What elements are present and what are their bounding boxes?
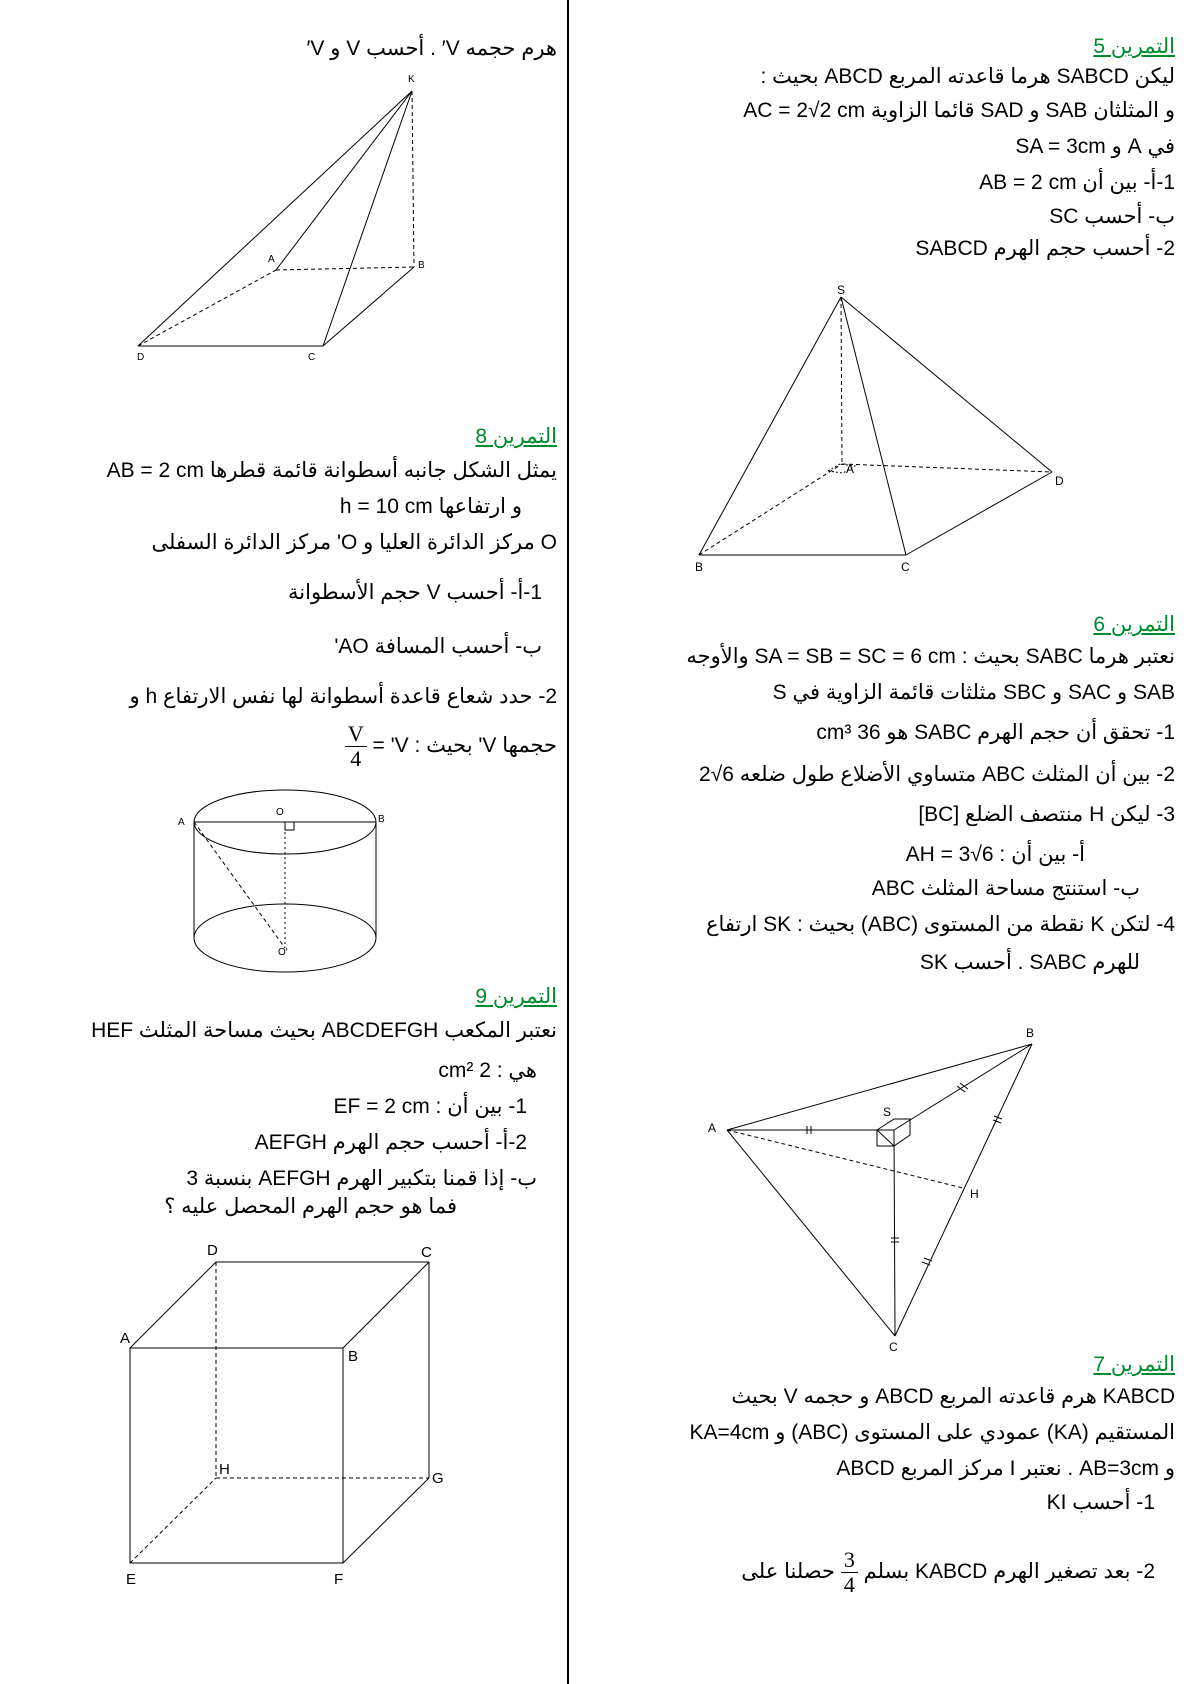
ex5-label-b: B [695, 560, 704, 574]
ex7-line2: المستقيم (KA) عمودي على المستوى (ABC) و KA=4cm [689, 1421, 1175, 1444]
ex5-title: التمرين 5 [1093, 35, 1175, 58]
ex6-triangle-figure [727, 1044, 1032, 1336]
ex9-label-e: E [126, 1571, 137, 1588]
ex6-line6: أ- بين أن : AH = 3√6 [905, 843, 1085, 866]
ex9-label-g: G [432, 1470, 444, 1487]
ex6-title: التمرين 6 [1093, 613, 1175, 636]
top-left-line1: هرم حجمه V′ . أحسب V و V′ [306, 37, 557, 60]
ex9-line2: هي : 2 cm² [438, 1059, 537, 1082]
ex9-line6: فما هو حجم الهرم المحصل عليه ؟ [164, 1195, 457, 1218]
ex6-line2: SAB و SAC و SBC مثلثات قائمة الزاوية في S [772, 681, 1175, 704]
ex8-line3: O مركز الدائرة العليا و O' مركز الدائرة السفلى [151, 531, 557, 554]
ex7-frac-den: 4 [843, 1572, 855, 1597]
ex5-line6: 2- أحسب حجم الهرم SABCD [915, 237, 1175, 260]
ex8-line5: ب- أحسب المسافة AO' [334, 635, 542, 658]
ex6-line4: 2- بين أن المثلث ABC متساوي الأضلاع طول ضلعه 6√2 [699, 763, 1175, 786]
tl-label-k: K [408, 74, 415, 85]
ex5-label-c: C [901, 560, 910, 574]
tl-label-d: D [137, 352, 145, 363]
ex8-label-b: B [378, 814, 385, 825]
ex8-line1: يمثل الشكل جانبه أسطوانة قائمة قطرها AB = 2 cm [106, 459, 557, 482]
ex9-line1: نعتبر المكعب ABCDEFGH بحيث مساحة المثلث HEF [91, 1019, 557, 1042]
ex9-label-c: C [421, 1244, 432, 1261]
ex8-frac-den: 4 [350, 746, 362, 771]
ex7-frac-num: 3 [841, 1548, 858, 1573]
ex6-line5: 3- ليكن H منتصف الضلع [BC] [918, 803, 1175, 826]
top-left-pyramid-figure [138, 91, 414, 346]
ex8-label-a: A [178, 817, 185, 828]
ex7-line1: KABCD هرم قاعدته المربع ABCD و حجمه V بحيث [731, 1385, 1175, 1408]
ex5-label-d: D [1055, 474, 1064, 488]
ex9-cube-figure [130, 1262, 429, 1563]
ex8-line2: و ارتفاعها h = 10 cm [339, 495, 522, 518]
ex6-line3: 1- تحقق أن حجم الهرم SABC هو 36 cm³ [816, 721, 1175, 744]
ex6-line9: للهرم SABC . أحسب SK [919, 951, 1140, 974]
ex9-title: التمرين 9 [475, 985, 557, 1008]
ex8-label-o-prime: O' [278, 947, 288, 958]
ex9-line4: 2-أ- أحسب حجم الهرم AEFGH [254, 1131, 527, 1154]
ex5-pyramid-figure [699, 297, 1052, 555]
tl-label-b: B [418, 260, 425, 271]
ex8-line4: 1-أ- أحسب V حجم الأسطوانة [288, 581, 542, 604]
ex6-label-h: H [970, 1187, 979, 1201]
ex7-line5-end: حصلنا على [741, 1560, 835, 1584]
ex9-line5: ب- إذا قمنا بتكبير الهرم AEFGH بنسبة 3 [186, 1167, 537, 1190]
ex7-line4: 1- أحسب KI [1046, 1491, 1155, 1514]
ex6-label-s: S [883, 1105, 892, 1119]
ex7-line5-text: 2- بعد تصغير الهرم KABCD بسلم [863, 1560, 1155, 1584]
ex5-line4: 1-أ- بين أن AB = 2 cm [979, 171, 1175, 194]
tl-label-a: A [268, 254, 275, 265]
ex7-line3: و AB=3cm . نعتبر I مركز المربع ABCD [836, 1457, 1175, 1480]
ex6-label-c: C [889, 1340, 898, 1354]
ex6-line1: نعتبر هرما SABC بحيث : SA = SB = SC = 6 cm والأوجه [686, 645, 1175, 668]
ex9-line3: 1- بين أن : EF = 2 cm [333, 1095, 527, 1118]
ex9-label-d: D [207, 1242, 218, 1259]
ex9-label-f: F [334, 1571, 344, 1588]
ex8-cylinder-figure [194, 790, 376, 972]
ex5-label-a: A [846, 462, 855, 476]
ex5-line1: ليكن SABCD هرما قاعدته المربع ABCD بحيث : [760, 65, 1175, 88]
ex8-frac-num: V [345, 722, 367, 747]
ex7-title: التمرين 7 [1093, 1353, 1175, 1376]
ex6-label-b: B [1026, 1026, 1035, 1040]
tl-label-c: C [308, 352, 316, 363]
ex8-line6: 2- حدد شعاع قاعدة أسطوانة لها نفس الارتفاع h و [129, 685, 557, 708]
ex5-line2: و المثلثان SAB و SAD قائما الزاوية AC = 2√2 cm [743, 99, 1175, 122]
ex5-line3: في A و SA = 3cm [1015, 135, 1175, 158]
ex9-label-a: A [120, 1330, 131, 1347]
ex8-line7-text: حجمها V' بحيث : V' = [372, 734, 557, 758]
ex8-label-o: O [276, 807, 284, 818]
ex9-label-h: H [219, 1461, 230, 1478]
ex6-line8: 4- لتكن K نقطة من المستوى (ABC) بحيث : SK ارتفاع [705, 913, 1175, 936]
ex6-line7: ب- استنتج مساحة المثلث ABC [871, 877, 1140, 900]
ex5-label-s: S [837, 283, 846, 297]
ex8-title: التمرين 8 [475, 425, 557, 448]
ex5-line5: ب- أحسب SC [1049, 205, 1175, 228]
ex6-label-a: A [708, 1121, 717, 1135]
ex9-label-b: B [348, 1348, 359, 1365]
